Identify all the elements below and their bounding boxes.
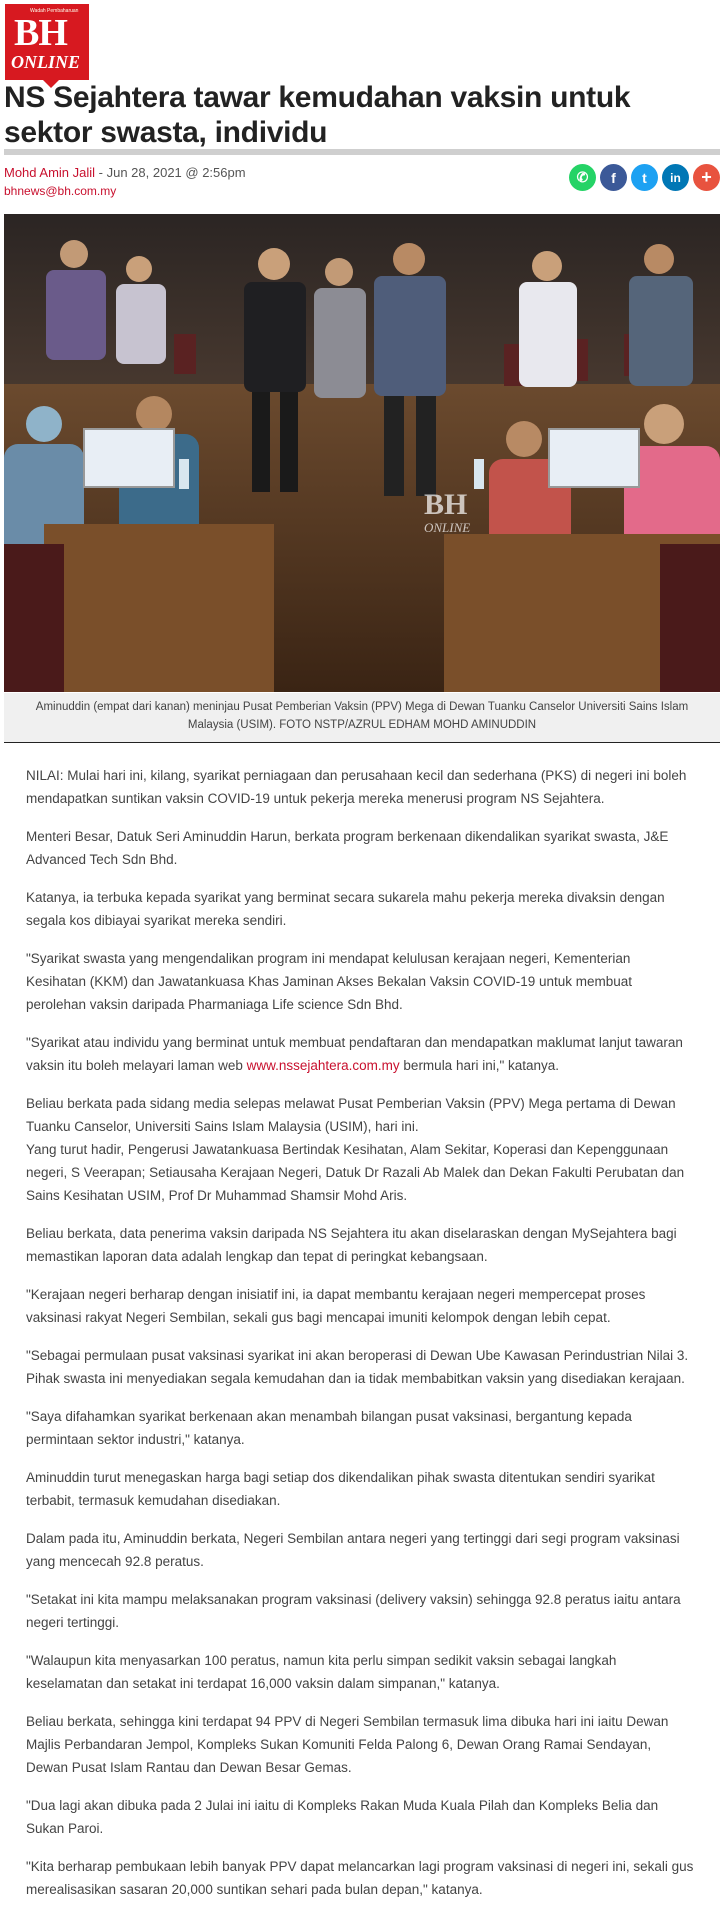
article-paragraph: Yang turut hadir, Pengerusi Jawatankuasa Bertindak Kesihatan, Alam Sekitar, Koperasi dan Kepenggunaan negeri, S Veerapan; Setiausaha Kerajaan Negeri, Datuk Dr Razali Ab Malek dan Dekan Fakulti Perubatan dan Sains Kesihatan USIM, Prof Dr Muhammad Shamsir Mohd Aris. — [26, 1142, 685, 1203]
logo-tagline: Wadah Pembaharuan — [30, 8, 79, 14]
article-paragraph: Beliau berkata, data penerima vaksin daripada NS Sejahtera itu akan diselaraskan dengan MySejahtera bagi memastikan laporan data adalah lengkap dan tepat di peringkat kebangsaan. — [26, 1226, 677, 1264]
author-email[interactable]: bhnews@bh.com.my — [4, 184, 117, 198]
article-photo — [4, 214, 720, 692]
publish-date: - Jun 28, 2021 @ 2:56pm — [95, 165, 246, 180]
article-paragraph: "Kita berharap pembukaan lebih banyak PPV dapat melancarkan lagi program vaksinasi di negeri ini, sekali gus merealisasikan sasaran 20,000 suntikan sehari pada bulan depan," katanya. — [26, 1859, 694, 1897]
article-paragraph: Beliau berkata pada sidang media selepas melawat Pusat Pemberian Vaksin (PPV) Mega pertama di Dewan Tuanku Canselor, Universiti Sains Islam Malaysia (USIM), hari ini. — [26, 1096, 676, 1134]
linkedin-icon[interactable]: in — [662, 164, 689, 191]
bh-online-logo[interactable] — [5, 4, 89, 80]
article-paragraph: "Saya difahamkan syarikat berkenaan akan menambah bilangan pusat vaksinasi, bergantung kepada permintaan sektor industri," katanya. — [26, 1409, 632, 1447]
article-paragraph: "Kerajaan negeri berharap dengan inisiatif ini, ia dapat membantu kerajaan negeri mempercepat proses vaksinasi rakyat Negeri Sembilan, sekali gus bagi mencapai imuniti kelompok dengan lebih cepat. — [26, 1287, 646, 1325]
article-paragraph: "Sebagai permulaan pusat vaksinasi syarikat ini akan beroperasi di Dewan Ube Kawasan Perindustrian Nilai 3. Pihak swasta ini menyediakan segala kemudahan dan ia tidak membabitkan vaksin yang disediakan kerajaan. — [26, 1348, 689, 1386]
paragraph-text: "Syarikat atau individu yang berminat untuk membuat pendaftaran dan mendapatkan maklumat lanjut tawaran vaksin itu boleh melayari laman web — [26, 1035, 683, 1073]
byline — [4, 165, 246, 180]
photo-watermark-online: ONLINE — [424, 520, 471, 535]
facebook-icon[interactable]: f — [600, 164, 627, 191]
logo-bh: BH — [14, 12, 67, 54]
photo-illustration — [4, 214, 720, 692]
photo-watermark-bh: BH — [424, 488, 468, 521]
headline-divider — [4, 149, 720, 155]
article-paragraph — [26, 1031, 694, 1077]
whatsapp-icon[interactable]: ✆ — [569, 164, 596, 191]
article-paragraph: "Setakat ini kita mampu melaksanakan program vaksinasi (delivery vaksin) sehingga 92.8 peratus iaitu antara negeri tertinggi. — [26, 1592, 681, 1630]
article-body — [26, 764, 694, 1916]
article-paragraph: "Syarikat swasta yang mengendalikan program ini mendapat kelulusan kerajaan negeri, Kementerian Kesihatan (KKM) dan Jawatankuasa Khas Jaminan Akses Bekalan Vaksin COVID-19 untuk membuat perolehan vaksin daripada Pharmaniaga Life science Sdn Bhd. — [26, 951, 633, 1012]
article-paragraph: NILAI: Mulai hari ini, kilang, syarikat perniagaan dan perusahaan kecil dan sederhana (PKS) di negeri ini boleh mendapatkan suntikan vaksin COVID-19 untuk pekerja mereka menerusi program NS Sejahtera. — [26, 768, 687, 806]
article-paragraph: Dalam pada itu, Aminuddin berkata, Negeri Sembilan antara negeri yang tertinggi dari segi program vaksinasi yang mencecah 92.8 peratus. — [26, 1531, 680, 1569]
paragraph-text: bermula hari ini," katanya. — [399, 1058, 560, 1073]
article-paragraph: "Walaupun kita menyasarkan 100 peratus, namun kita perlu simpan sedikit vaksin sebagai langkah keselamatan dan setakat ini terdapat 16,000 vaksin dalam simpanan," katanya. — [26, 1653, 617, 1691]
logo-online: ONLINE — [11, 52, 81, 72]
share-bar — [569, 164, 720, 191]
more-share-icon[interactable]: + — [693, 164, 720, 191]
article-paragraph: Menteri Besar, Datuk Seri Aminuddin Harun, berkata program berkenaan dikendalikan syarikat swasta, J&E Advanced Tech Sdn Bhd. — [26, 829, 669, 867]
author-link[interactable]: Mohd Amin Jalil — [4, 165, 96, 180]
article-paragraph: Beliau berkata, sehingga kini terdapat 94 PPV di Negeri Sembilan termasuk lima dibuka hari ini iaitu Dewan Majlis Perbandaran Jempol, Kompleks Sukan Komuniti Felda Palong 6, Dewan Orang Ramai Sendayan, Dewan Pusat Islam Rantau dan Dewan Besar Gemas. — [26, 1714, 669, 1775]
article-paragraph: "Dua lagi akan dibuka pada 2 Julai ini iaitu di Kompleks Rakan Muda Kuala Pilah dan Kompleks Belia dan Sukan Paroi. — [26, 1798, 659, 1836]
twitter-icon[interactable]: t — [631, 164, 658, 191]
nssejahtera-link[interactable]: www.nssejahtera.com.my — [246, 1058, 400, 1073]
article-paragraph: Aminuddin turut menegaskan harga bagi setiap dos dikendalikan pihak swasta ditentukan sendiri syarikat terbabit, termasuk kemudahan disediakan. — [26, 1470, 655, 1508]
article-headline: NS Sejahtera tawar kemudahan vaksin untuk sektor swasta, individu — [4, 81, 631, 149]
photo-caption: Aminuddin (empat dari kanan) meninjau Pusat Pemberian Vaksin (PPV) Mega di Dewan Tuanku Canselor Universiti Sains Islam Malaysia (USIM). FOTO NSTP/AZRUL EDHAM MOHD AMINUDDIN — [4, 693, 720, 743]
article-paragraph: Katanya, ia terbuka kepada syarikat yang berminat secara sukarela mahu pekerja mereka divaksin dengan segala kos dibiayai syarikat mereka sendiri. — [26, 890, 665, 928]
